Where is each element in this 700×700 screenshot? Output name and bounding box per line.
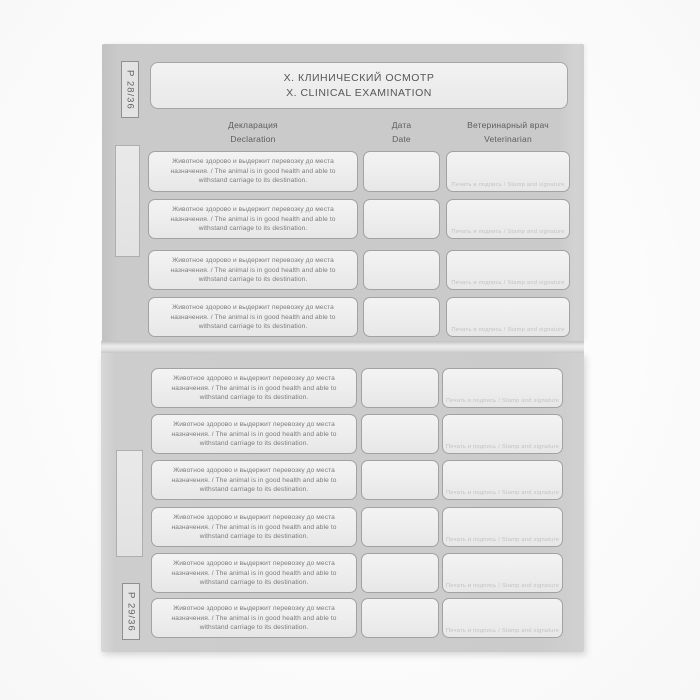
- examination-row: [151, 507, 571, 547]
- veterinarian-box: [446, 297, 570, 337]
- column-header-declaration: [148, 118, 358, 146]
- veterinarian-box: [446, 250, 570, 290]
- stamp-signature-placeholder: Печать и подпись / Stamp and signature: [445, 444, 560, 450]
- date-header-en: Date: [392, 134, 411, 144]
- declaration-text: Животное здорово и выдержит перевозку до места назначения. / The animal is in good health and able to withstand carriage to its destination.: [170, 304, 336, 331]
- declaration-box: [148, 199, 358, 239]
- declaration-box: [151, 507, 357, 547]
- column-header-date: [363, 118, 440, 146]
- declaration-box: [148, 250, 358, 290]
- examination-row: [148, 199, 573, 239]
- examination-rows-bottom: [151, 368, 571, 638]
- veterinarian-box: [442, 414, 563, 454]
- examination-row: [151, 414, 571, 454]
- declaration-text: Животное здорово и выдержит перевозку до места назначения. / The animal is in good health and able to withstand carriage to its destination.: [171, 421, 337, 448]
- date-box: [361, 414, 439, 454]
- stamp-signature-placeholder: Печать и подпись / Stamp and signature: [451, 327, 565, 333]
- date-box: [363, 151, 440, 192]
- declaration-box: [151, 553, 357, 593]
- examination-row: [151, 553, 571, 593]
- declaration-box: [151, 460, 357, 500]
- section-header-box: [150, 62, 568, 109]
- page-number-tab-29: Р 29/36: [122, 583, 140, 640]
- declaration-header-en: Declaration: [230, 134, 276, 144]
- examination-row: [148, 297, 573, 337]
- veterinarian-header-en: Veterinarian: [484, 134, 532, 144]
- examination-row: [148, 151, 573, 192]
- passport-page-29: [101, 353, 584, 652]
- veterinarian-box: [442, 368, 563, 408]
- examination-row: [148, 250, 573, 290]
- veterinarian-box: [446, 199, 570, 239]
- stamp-signature-placeholder: Печать и подпись / Stamp and signature: [445, 628, 560, 634]
- column-header-veterinarian: [446, 118, 570, 146]
- declaration-text: Животное здорово и выдержит перевозку до места назначения. / The animal is in good health and able to withstand carriage to its destination.: [171, 375, 337, 402]
- date-header-ru: Дата: [391, 120, 412, 130]
- declaration-text: Животное здорово и выдержит перевозку до места назначения. / The animal is in good health and able to withstand carriage to its destination.: [171, 560, 337, 587]
- declaration-box: [151, 368, 357, 408]
- declaration-box: [148, 151, 358, 192]
- veterinarian-box: [442, 507, 563, 547]
- declaration-text: Животное здорово и выдержит перевозку до места назначения. / The animal is in good health and able to withstand carriage to its destination.: [171, 605, 337, 632]
- stamp-signature-placeholder: Печать и подпись / Stamp and signature: [445, 583, 560, 589]
- page-fold-edge: [101, 341, 584, 353]
- section-title-en: X. CLINICAL EXAMINATION: [286, 87, 432, 99]
- date-box: [361, 598, 439, 638]
- veterinarian-box: [442, 553, 563, 593]
- declaration-text: Животное здорово и выдержит перевозку до места назначения. / The animal is in good health and able to withstand carriage to its destination.: [171, 514, 337, 541]
- date-box: [361, 460, 439, 500]
- declaration-box: [151, 598, 357, 638]
- veterinarian-box: [442, 460, 563, 500]
- date-box: [361, 507, 439, 547]
- declaration-text: Животное здорово и выдержит перевозку до места назначения. / The animal is in good health and able to withstand carriage to its destination.: [170, 257, 336, 284]
- declaration-box: [148, 297, 358, 337]
- declaration-header-ru: Декларация: [228, 120, 278, 130]
- veterinarian-header-ru: Ветеринарный врач: [467, 120, 549, 130]
- stamp-signature-placeholder: Печать и подпись / Stamp and signature: [451, 280, 565, 286]
- stamp-signature-placeholder: Печать и подпись / Stamp and signature: [451, 182, 565, 188]
- stamp-signature-placeholder: Печать и подпись / Stamp and signature: [445, 537, 560, 543]
- examination-row: [151, 598, 571, 638]
- date-box: [363, 250, 440, 290]
- examination-row: [151, 368, 571, 408]
- stamp-signature-placeholder: Печать и подпись / Stamp and signature: [445, 490, 560, 496]
- declaration-text: Животное здорово и выдержит перевозку до места назначения. / The animal is in good health and able to withstand carriage to its destination.: [170, 206, 336, 233]
- page-number-tab-28: Р 28/36: [121, 61, 139, 118]
- declaration-text: Животное здорово и выдержит перевозку до места назначения. / The animal is in good health and able to withstand carriage to its destination.: [171, 467, 337, 494]
- date-box: [363, 297, 440, 337]
- declaration-box: [151, 414, 357, 454]
- date-box: [363, 199, 440, 239]
- veterinarian-box: [442, 598, 563, 638]
- stamp-signature-placeholder: Печать и подпись / Stamp and signature: [445, 398, 560, 404]
- veterinarian-box: [446, 151, 570, 192]
- column-headers: [148, 118, 572, 148]
- declaration-text: Животное здорово и выдержит перевозку до места назначения. / The animal is in good health and able to withstand carriage to its destination.: [170, 158, 336, 185]
- examination-row: [151, 460, 571, 500]
- passport-page-28: [102, 44, 584, 341]
- date-box: [361, 368, 439, 408]
- blank-side-panel: [116, 450, 143, 557]
- section-title-ru: Х. КЛИНИЧЕСКИЙ ОСМОТР: [283, 72, 435, 84]
- stamp-signature-placeholder: Печать и подпись / Stamp and signature: [451, 229, 565, 235]
- date-box: [361, 553, 439, 593]
- blank-side-panel: [115, 145, 140, 257]
